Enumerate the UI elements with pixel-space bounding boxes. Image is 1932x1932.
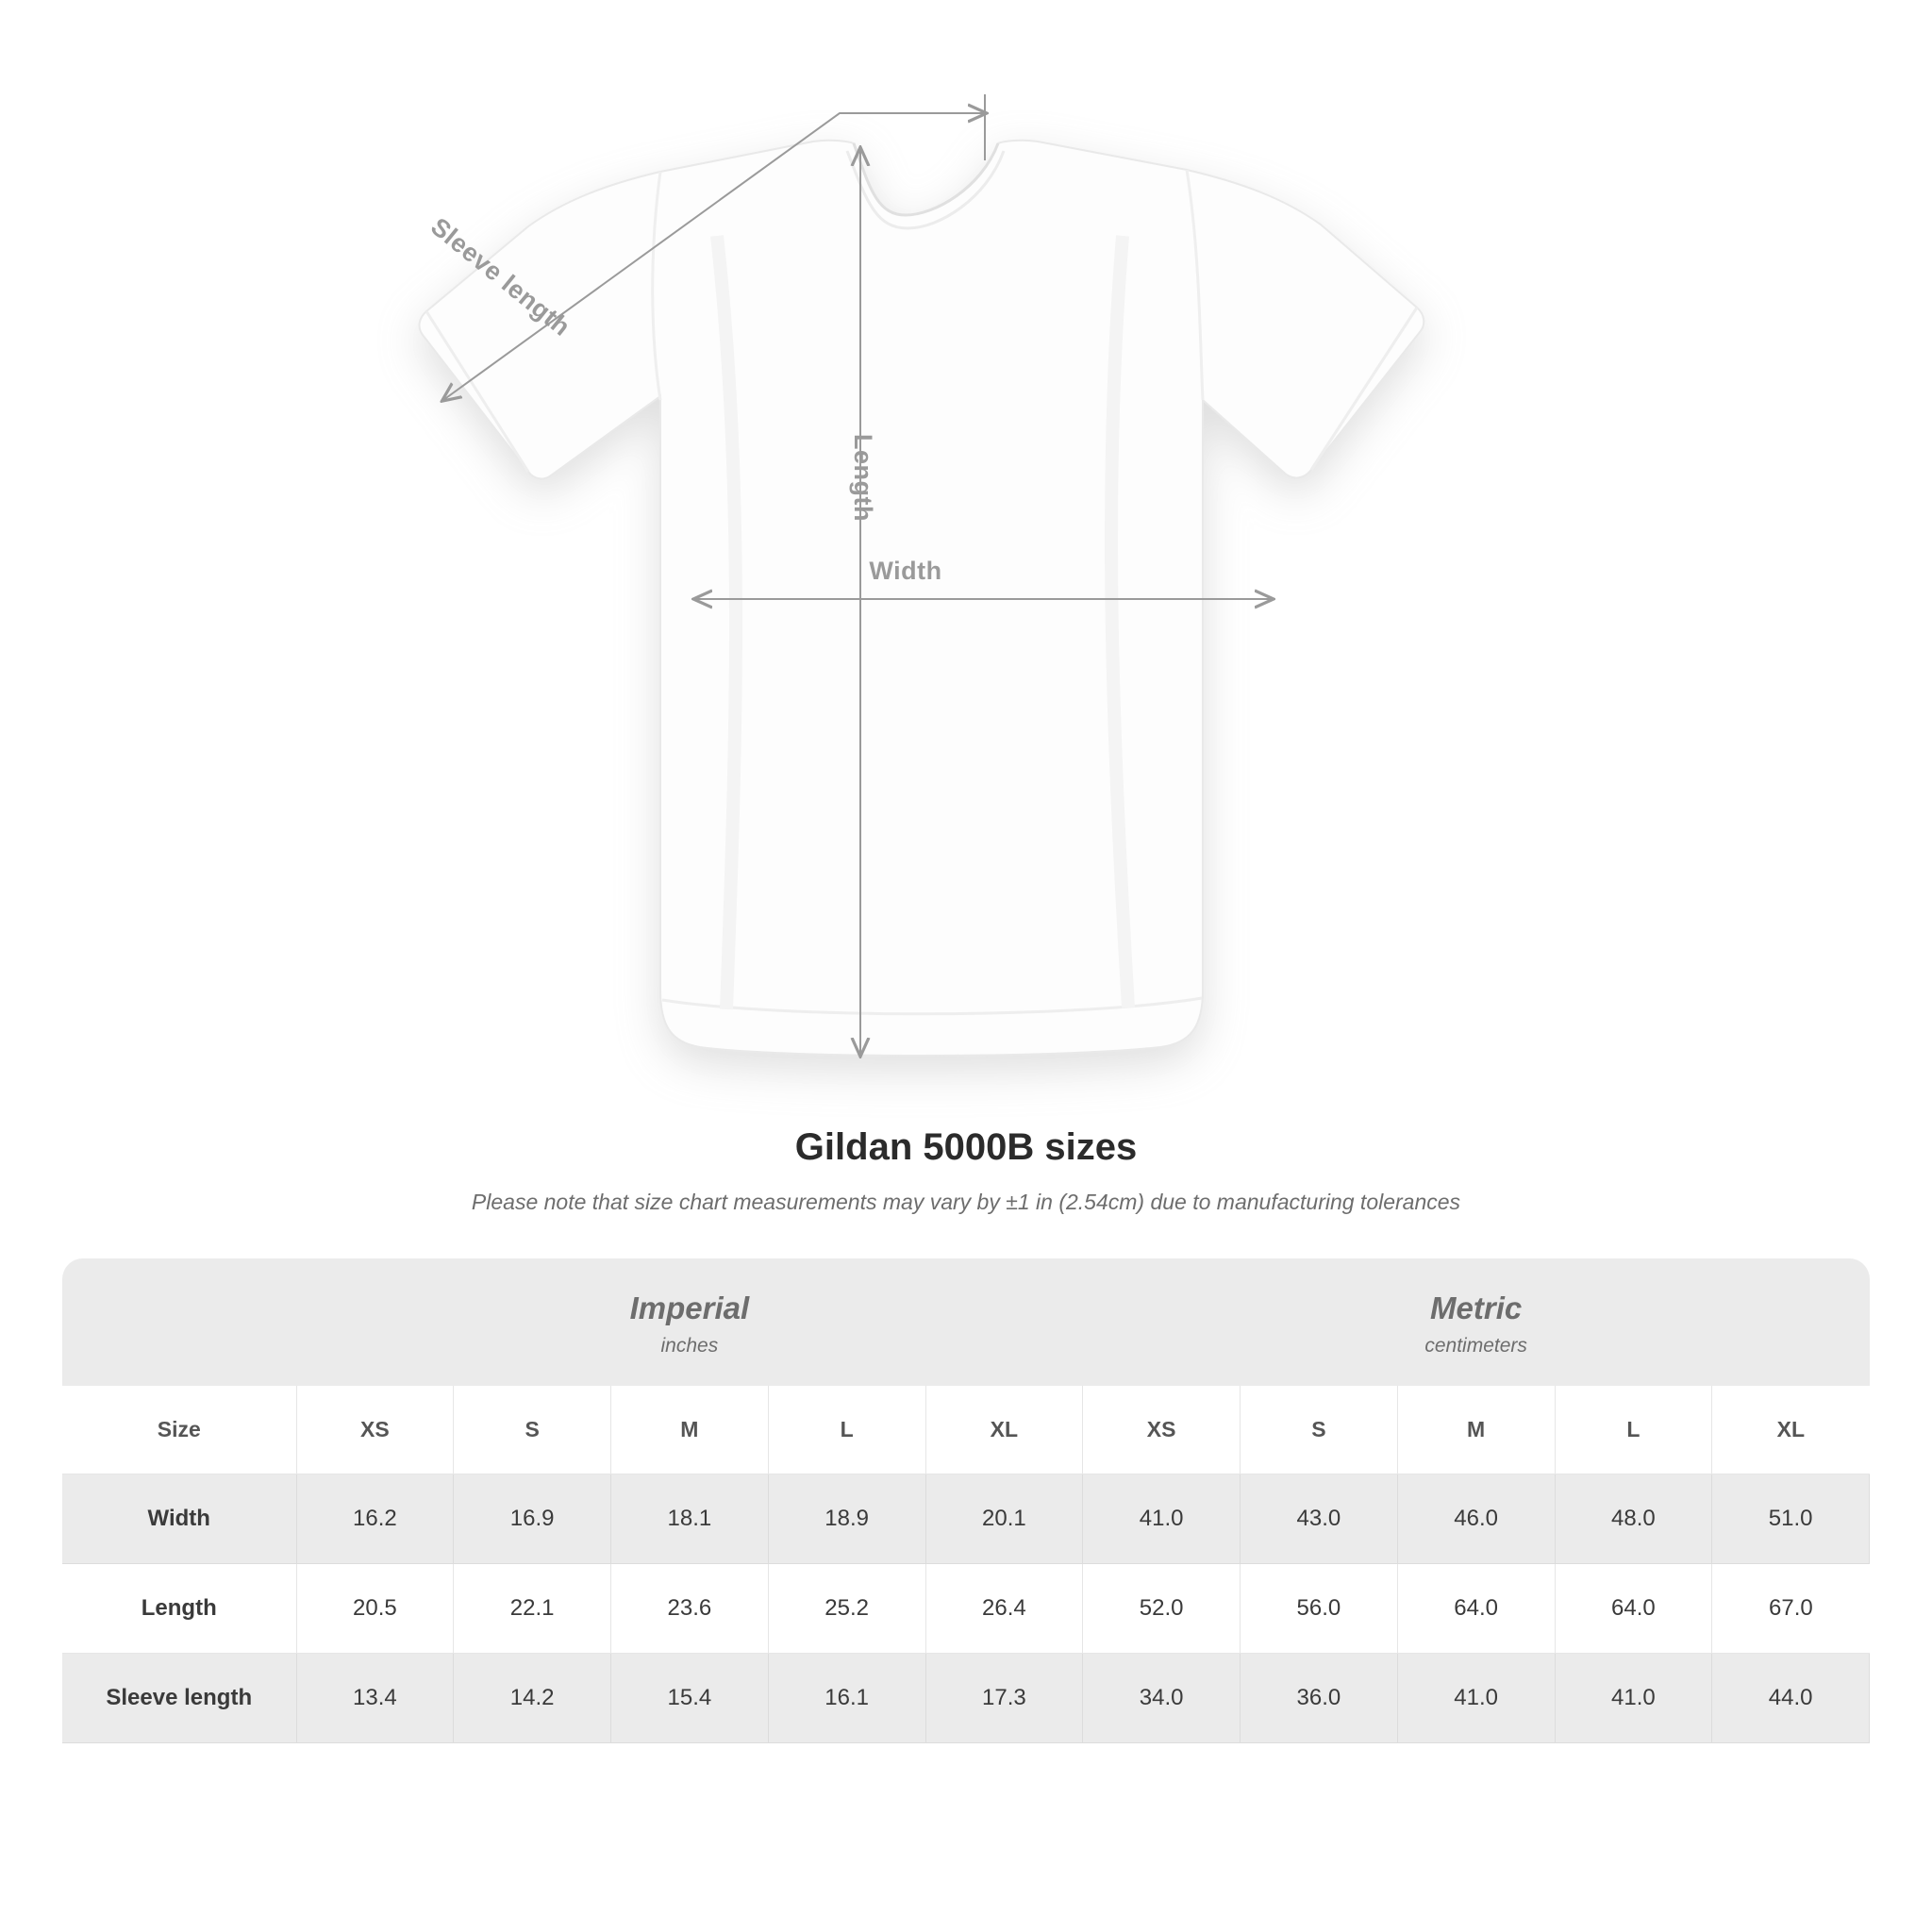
column-header-imperial-s: S [454, 1386, 611, 1474]
unit-group-metric-unit: centimeters [1424, 1335, 1527, 1357]
column-header-metric-s: S [1241, 1386, 1398, 1474]
cell-width-imperial-xl: 20.1 [925, 1474, 1083, 1564]
row-label-sleeve-length: Sleeve length [62, 1654, 296, 1743]
column-header-imperial-m: M [611, 1386, 769, 1474]
column-header-metric-xs: XS [1083, 1386, 1241, 1474]
cell-sleeve-imperial-l: 16.1 [768, 1654, 925, 1743]
cell-length-imperial-s: 22.1 [454, 1564, 611, 1654]
cell-length-imperial-l: 25.2 [768, 1564, 925, 1654]
row-label-length: Length [62, 1564, 296, 1654]
cell-sleeve-metric-xs: 34.0 [1083, 1654, 1241, 1743]
cell-sleeve-imperial-xs: 13.4 [296, 1654, 454, 1743]
cell-length-imperial-m: 23.6 [611, 1564, 769, 1654]
cell-sleeve-metric-s: 36.0 [1241, 1654, 1398, 1743]
cell-length-metric-xl: 67.0 [1712, 1564, 1870, 1654]
unit-group-imperial-name: Imperial [629, 1291, 750, 1325]
column-header-metric-l: L [1555, 1386, 1712, 1474]
size-chart-table [62, 1258, 1870, 1743]
unit-group-imperial-unit: inches [660, 1335, 719, 1357]
column-header-imperial-xl: XL [925, 1386, 1083, 1474]
column-header-imperial-xs: XS [296, 1386, 454, 1474]
column-header-metric-xl: XL [1712, 1386, 1870, 1474]
cell-length-metric-l: 64.0 [1555, 1564, 1712, 1654]
cell-length-metric-m: 64.0 [1397, 1564, 1555, 1654]
cell-sleeve-imperial-m: 15.4 [611, 1654, 769, 1743]
unit-group-metric-name: Metric [1430, 1291, 1523, 1325]
cell-sleeve-metric-xl: 44.0 [1712, 1654, 1870, 1743]
cell-sleeve-metric-m: 41.0 [1397, 1654, 1555, 1743]
table-row [62, 1564, 1870, 1654]
length-dimension-label: Length [849, 434, 877, 522]
cell-sleeve-imperial-s: 14.2 [454, 1654, 611, 1743]
cell-length-metric-xs: 52.0 [1083, 1564, 1241, 1654]
cell-length-imperial-xs: 20.5 [296, 1564, 454, 1654]
column-header-size: Size [62, 1386, 296, 1474]
cell-width-metric-s: 43.0 [1241, 1474, 1398, 1564]
cell-length-metric-s: 56.0 [1241, 1564, 1398, 1654]
column-header-metric-m: M [1397, 1386, 1555, 1474]
unit-group-header-row [62, 1258, 1870, 1386]
table-header-row [62, 1386, 1870, 1474]
cell-width-metric-xs: 41.0 [1083, 1474, 1241, 1564]
cell-width-imperial-xs: 16.2 [296, 1474, 454, 1564]
page-title: Gildan 5000B sizes [794, 1126, 1138, 1168]
page-subtitle: Please note that size chart measurements may vary by ±1 in (2.54cm) due to manufacturing tolerances [471, 1190, 1461, 1214]
unit-group-spacer [62, 1258, 296, 1386]
table-row [62, 1474, 1870, 1564]
column-header-imperial-l: L [768, 1386, 925, 1474]
cell-sleeve-metric-l: 41.0 [1555, 1654, 1712, 1743]
width-dimension-label: Width [869, 557, 942, 585]
row-label-width: Width [62, 1474, 296, 1564]
cell-width-imperial-m: 18.1 [611, 1474, 769, 1564]
cell-length-imperial-xl: 26.4 [925, 1564, 1083, 1654]
cell-sleeve-imperial-xl: 17.3 [925, 1654, 1083, 1743]
cell-width-metric-xl: 51.0 [1712, 1474, 1870, 1564]
cell-width-metric-m: 46.0 [1397, 1474, 1555, 1564]
unit-group-metric [1083, 1258, 1870, 1386]
sleeve-length-dimension-label: Sleeve length [425, 212, 576, 341]
cell-width-imperial-l: 18.9 [768, 1474, 925, 1564]
cell-width-imperial-s: 16.9 [454, 1474, 611, 1564]
unit-group-imperial [296, 1258, 1083, 1386]
tshirt-shape [420, 141, 1424, 1056]
table-row [62, 1654, 1870, 1743]
size-chart-table-wrapper [62, 1258, 1870, 1743]
cell-width-metric-l: 48.0 [1555, 1474, 1712, 1564]
